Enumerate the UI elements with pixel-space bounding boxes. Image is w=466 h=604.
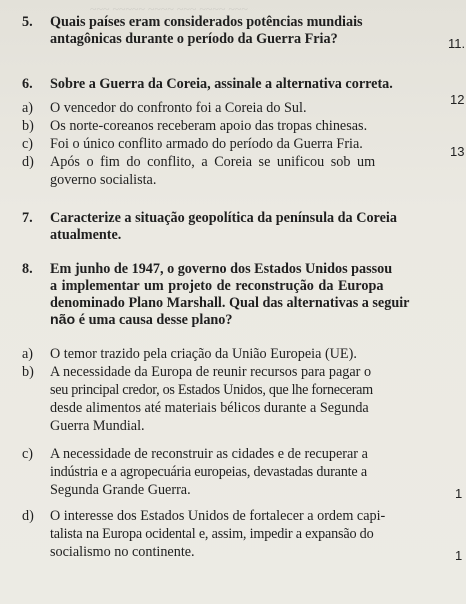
question-number: 6. <box>22 76 33 92</box>
question-number: 8. <box>22 261 33 277</box>
option-text: governo socialista. <box>50 172 157 188</box>
option-letter: b) <box>22 118 34 134</box>
question-text-line: Em junho de 1947, o governo dos Estados Unidos passou <box>50 261 393 277</box>
option-text: talista na Europa ocidental e, assim, impedir a expansão do <box>50 526 374 542</box>
margin-number: 11. <box>448 36 466 51</box>
option-text: A necessidade de reconstruir as cidades e de recuperar a <box>50 446 368 462</box>
question-number: 5. <box>22 14 33 30</box>
bleed-through-text: ~~~ ~~~~~ ~~~~ ~~~ ~~~~ ~~~ <box>90 2 248 16</box>
option-text: Segunda Grande Guerra. <box>50 482 191 498</box>
margin-number: 12 <box>450 92 465 107</box>
question-text-rest: é uma causa desse plano? <box>75 312 233 328</box>
option-text: Os norte-coreanos receberam apoio das tropas chinesas. <box>50 118 368 134</box>
question-text-line: atualmente. <box>50 227 122 243</box>
question-text-line <box>50 312 233 328</box>
option-text: Guerra Mundial. <box>50 418 145 434</box>
option-text: seu principal credor, os Estados Unidos, que lhe forneceram <box>50 382 373 398</box>
emphasis-word: não <box>50 312 76 328</box>
option-text: Foi o único conflito armado do período da Guerra Fria. <box>50 136 363 152</box>
option-text: socialismo no continente. <box>50 544 195 560</box>
option-letter: b) <box>22 364 34 380</box>
option-text: Após o fim do conflito, a Coreia se unificou sob um <box>50 154 376 170</box>
option-text: desde alimentos até materiais bélicos durante a Segunda <box>50 400 369 416</box>
margin-number: 13 <box>450 144 465 159</box>
option-text: O temor trazido pela criação da União Europeia (UE). <box>50 346 357 362</box>
option-letter: c) <box>22 136 34 152</box>
margin-number: 1 <box>455 486 463 501</box>
margin-number: 1 <box>455 548 463 563</box>
question-text-line: Quais países eram considerados potências mundiais <box>50 14 363 30</box>
option-text: O interesse dos Estados Unidos de fortalecer a ordem capi- <box>50 508 386 524</box>
option-letter: d) <box>22 154 34 170</box>
option-letter: a) <box>22 346 34 362</box>
question-text-line: antagônicas durante o período da Guerra Fria? <box>50 31 338 47</box>
option-letter: d) <box>22 508 34 524</box>
question-text-line: a implementar um projeto de reconstrução da Europa <box>50 278 384 294</box>
question-number: 7. <box>22 210 33 226</box>
question-text-line: Caracterize a situação geopolítica da península da Coreia <box>50 210 397 226</box>
option-text: O vencedor do confronto foi a Coreia do Sul. <box>50 100 307 116</box>
option-letter: a) <box>22 100 34 116</box>
option-letter: c) <box>22 446 34 462</box>
option-text: indústria e a agropecuária europeias, devastadas durante a <box>50 464 367 480</box>
option-text: A necessidade da Europa de reunir recursos para pagar o <box>50 364 372 380</box>
question-text-line: denominado Plano Marshall. Qual das alternativas a seguir <box>50 295 410 311</box>
question-text-line: Sobre a Guerra da Coreia, assinale a alternativa correta. <box>50 76 393 92</box>
